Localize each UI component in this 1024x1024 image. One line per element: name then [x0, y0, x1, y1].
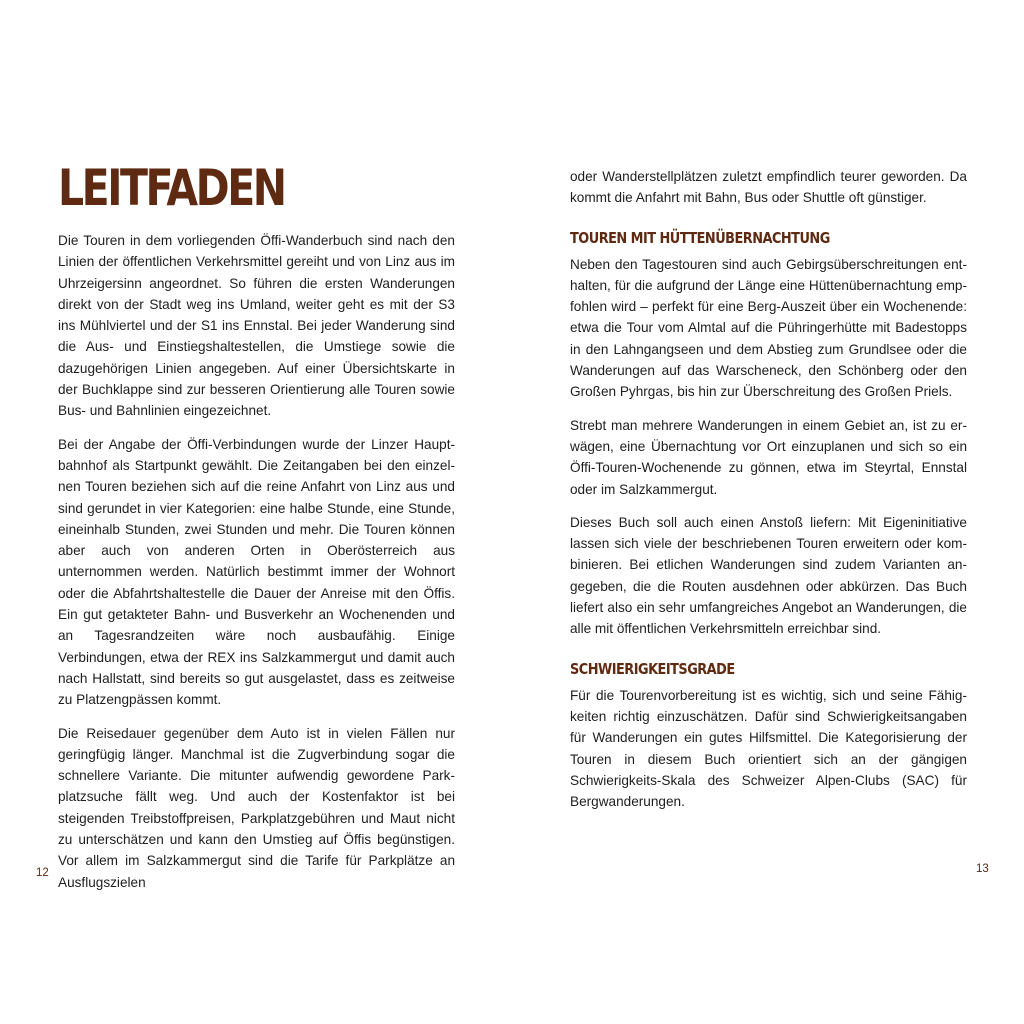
section-heading-huettenuebernachtung: TOUREN MIT HÜTTENÜBERNACHTUNG — [570, 228, 830, 247]
body-paragraph: Die Touren in dem vorliegenden Öffi-Wanderbuch sind nach den Linien der öffentlichen Verkehrsmittel gereiht und von Linz aus im Uhrzeigersinn angeordnet. So führen die ersten Wanderungen direkt von der Stadt weg ins Umland, weiter geht es mit der S3 ins Mühlviertel und der S1 ins Ennstal. Bei jeder Wanderung sind die Aus- und Einstiegshaltestellen, die Umstiege sowie die dazugehörigen Linien angegeben. Auf einer Übersichtskarte in der Buchklappe sind zur besseren Orientierung alle Touren sowie Bus- und Bahnlinien eingezeichnet. — [58, 233, 455, 419]
chapter-title: LEITFADEN — [58, 159, 285, 217]
page-number-right: 13 — [976, 863, 989, 875]
body-paragraph: Dieses Buch soll auch einen Anstoß liefern: Mit Eigeninitiative lassen sich viele der beschriebenen Touren erweitern oder kombinieren. Bei etlichen Wanderungen sind zudem Varianten angegeben, die die Routen ausdehnen oder abkürzen. Das Buch liefert also ein sehr umfangreiches Angebot an Wanderungen, die alle mit öffentlichen Verkehrsmitteln erreichbar sind. — [570, 514, 967, 637]
right-page — [512, 0, 1024, 1024]
body-paragraph: Die Reisedauer gegenüber dem Auto ist in vielen Fällen nur geringfügig länger. Manchmal ist die Zugverbindung sogar die schnellere Variante. Die mitunter aufwendig gewordene Parkplatzsuche fällt weg. Und auch der Kostenfaktor ist bei steigenden Treibstoffpreisen, Parkplatzgebühren und Maut nicht zu unterschätzen und kann den Umstieg auf Öffis begünstigen. Vor allem im Salzkammergut sind die Tarife für Parkplätze an Ausflugszielen — [58, 725, 455, 890]
left-text-column — [58, 230, 455, 905]
right-text-column — [570, 166, 967, 824]
body-paragraph: Für die Tourenvorbereitung ist es wichtig, sich und seine Fähigkeiten richtig einzuschätzen. Dafür sind Schwierigkeitsangaben für Wanderungen ein gutes Hilfsmittel. Die Kategorisierung der Touren in diesem Buch orientiert sich an der gängigen Schwierigkeits-Skala des Schweizer Alpen-Clubs (SAC) für Bergwanderungen. — [570, 687, 967, 810]
body-paragraph: Neben den Tagestouren sind auch Gebirgsüberschreitungen enthalten, für die aufgrund der Länge eine Hüttenübernachtung empfohlen wird – perfekt für eine Berg-Auszeit über ein Wochenende: etwa die Tour vom Almtal auf die Pühringerhütte mit Badestopps in den Lahngangseen und dem Abstieg zum Grundlsee oder die Wanderungen auf das Warscheneck, den Schönberg oder den Großen Pyhrgas, bis hin zur Überschreitung des Großen Priels. — [570, 256, 967, 400]
body-paragraph: Bei der Angabe der Öffi-Verbindungen wurde der Linzer Hauptbahnhof als Startpunkt gewählt. Die Zeitangaben bei den einzelnen Touren beziehen sich auf die reine Anfahrt von Linz aus und sind gerundet in vier Kategorien: eine halbe Stunde, eine Stunde, eineinhalb Stunden, zwei Stunden und mehr. Die Touren können aber auch von anderen Orten in Oberösterreich aus unternommen werden. Natürlich bestimmt immer der Wohnort oder die Abfahrtshaltestelle die Dauer der Anreise mit den Öffis. Ein gut getakteter Bahn- und Busverkehr an Wochenenden und an Tagesrandzeiten wäre noch ausbaufähig. Einige Verbindungen, etwa der REX ins Salzkammergut und damit auch nach Hallstatt, sind bereits so gut ausgelastet, dass es zeitweise zu Platzengpässen kommt. — [58, 436, 455, 708]
continuation-paragraph: oder Wanderstellplätzen zuletzt empfindlich teurer geworden. Da kommt die Anfahrt mit Bahn, Bus oder Shuttle oft günstiger. — [570, 169, 967, 206]
body-paragraph: Strebt man mehrere Wanderungen in einem Gebiet an, ist zu erwägen, eine Übernachtung vor Ort einzuplanen und sich so ein Öffi-Touren-Wochenende zu gönnen, etwa im Steyrtal, Ennstal oder im Salzkammergut. — [570, 417, 967, 497]
section-heading-schwierigkeitsgrade: SCHWIERIGKEITSGRADE — [570, 659, 735, 678]
page-number-left: 12 — [36, 867, 49, 879]
